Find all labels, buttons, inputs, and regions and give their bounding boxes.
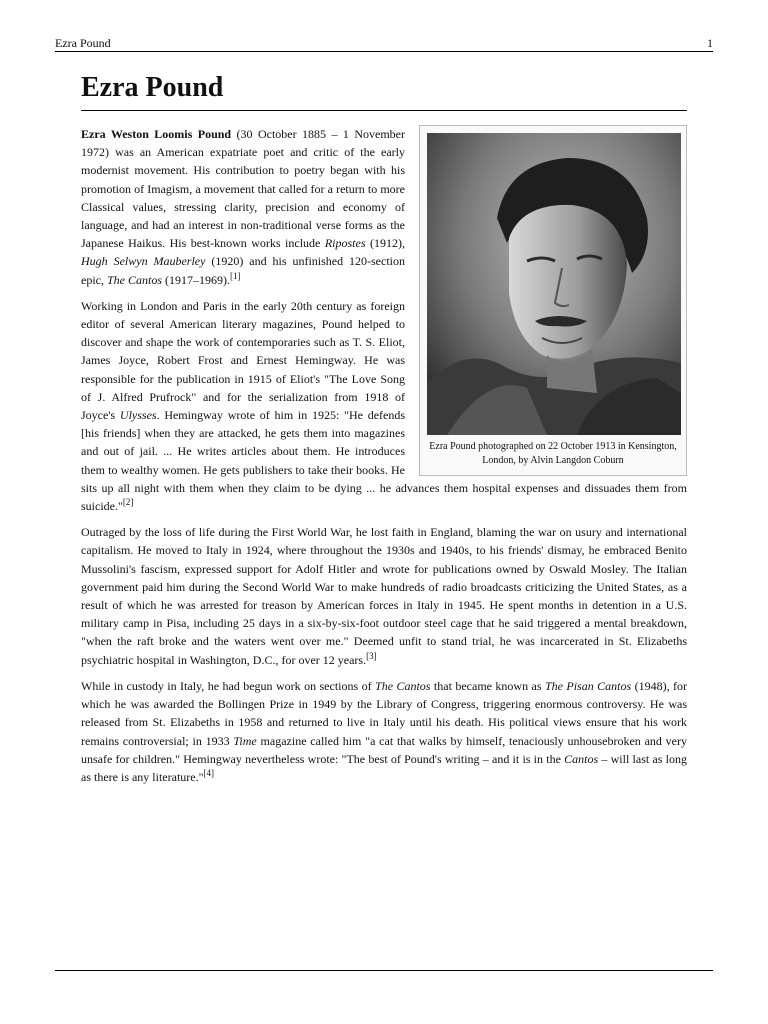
text-run: that became known as bbox=[430, 678, 545, 693]
work-title: Ulysses bbox=[119, 408, 157, 423]
title-divider bbox=[81, 110, 687, 111]
text-run: (30 October 1885 – 1 November 1972) was an American expatriate poet and critic of the early modernist movement. His contribution to poetry began with his promotion of Imagism, a movement that called for a return to more Classical values, stressing clarity, precision and economy of language, and had an interest in non-traditional verse forms as the Japanese Haikus. His best-known works include bbox=[81, 127, 405, 251]
text-run: Outraged by the loss of life during the First World War, he lost faith in England, blaming the war on usury and international capitalism. He moved to Italy in 1924, where throughout the 1930s and 1940s, to his friends' dismay, he embraced Benito Mussolini's fascism, expressed support for Adolf Hitler and wrote for publications owned by Oswald Mosley. The Italian government paid him during the Second World War to make hundreds of radio broadcasts criticizing the United States, as a result of which he was arrested for treason by American forces in Italy in 1945. He spent months in detention in a U.S. military camp in Pisa, including 25 days in a six-by-six-foot outdoor steel cage that he said triggered a mental breakdown, "when the raft broke and the waters went over me." Deemed unfit to stand trial, he was incarcerated in St. Elizabeths psychiatric hospital in Washington, D.C., for over 12 years. bbox=[81, 525, 687, 667]
paragraph-3 bbox=[81, 523, 687, 669]
page-title: Ezra Pound bbox=[81, 72, 224, 103]
figure-spacer bbox=[405, 125, 687, 477]
figure-caption: Ezra Pound photographed on 22 October 1913 in Kensington, London, by Alvin Langdon Coburn bbox=[429, 441, 677, 466]
text-run: (1917–1969). bbox=[162, 272, 231, 287]
subject-name: Ezra Weston Loomis Pound bbox=[81, 127, 232, 141]
footer-divider bbox=[55, 970, 713, 971]
text-run: (1920) and his unfinished 120-section epic, bbox=[81, 254, 406, 287]
reference-link[interactable]: [1] bbox=[230, 270, 241, 281]
running-header bbox=[55, 36, 713, 50]
reference-link[interactable]: [3] bbox=[366, 650, 377, 661]
work-title: The Cantos bbox=[107, 272, 163, 287]
running-header-title: Ezra Pound bbox=[55, 36, 111, 50]
article-body bbox=[81, 125, 687, 794]
text-run: – will last as long as there is any literature." bbox=[81, 751, 687, 784]
work-title: The Pisan Cantos bbox=[544, 678, 632, 693]
text-run: Working in London and Paris in the early 20th century as foreign editor of several American literary magazines, Pound helped to discover and shape the work of contemporaries such as T. S. Eliot, James Joyce, Robert Frost and Ernest Hemingway. He was responsible for the publication in 1915 of Eliot's "The Love Song of J. Alfred Prufrock" and for the serialization from 1918 of Joyce's bbox=[81, 298, 405, 423]
paragraph-4 bbox=[81, 677, 687, 786]
work-title: Cantos bbox=[564, 751, 599, 766]
text-run: (1948), for which he was awarded the Bollingen Prize in 1949 by the Library of Congress, triggering enormous controversy. He was released from St. Elizabeths in 1958 and returned to live in Italy until his death. His political views ensure that his work remains controversial; in 1933 bbox=[81, 678, 688, 748]
work-title: Time bbox=[233, 733, 257, 748]
text-run: . Hemingway wrote of him in 1925: "He defends [his friends] when they are attacked, he gets them into magazines and out of jail. ... He writes articles about them. He introduces them to wealthy women. He gets publishers to take their books. He sits up all night with them when they claim to be dying ... he advances them hospital expenses and dissuades them from suicide." bbox=[81, 408, 687, 514]
text-run: (1912), bbox=[365, 236, 405, 251]
work-title: Ripostes bbox=[324, 236, 366, 251]
reference-link[interactable]: [2] bbox=[122, 497, 134, 508]
reference-link[interactable]: [4] bbox=[203, 767, 215, 778]
page-number: 1 bbox=[707, 36, 713, 50]
text-run: While in custody in Italy, he had begun work on sections of bbox=[81, 678, 376, 693]
work-title: The Cantos bbox=[375, 678, 431, 693]
work-title: Hugh Selwyn Mauberley bbox=[81, 254, 206, 269]
header-divider bbox=[55, 51, 713, 52]
text-run: magazine called him "a cat that walks by himself, tenaciously unhousebroken and very unsafe for children." Hemingway nevertheless wrote: "The best of Pound's writing – and it is in the bbox=[81, 733, 687, 766]
